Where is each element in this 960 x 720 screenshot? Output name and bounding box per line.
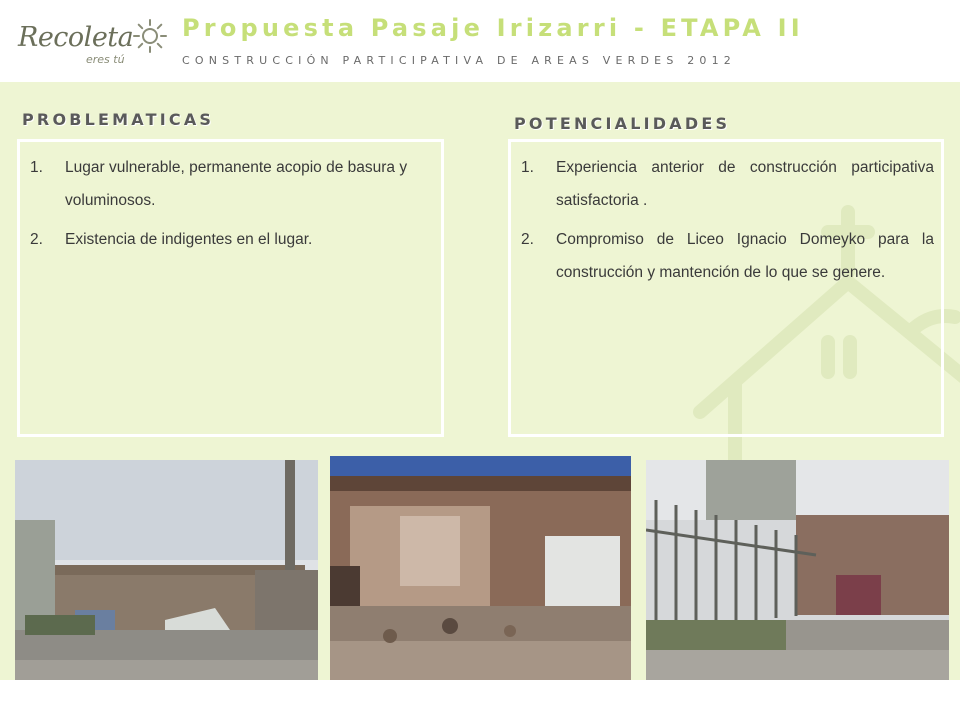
list-item-number: 2. (521, 231, 534, 248)
list-item (521, 151, 934, 217)
photo-brick-wall-with-debris (330, 456, 631, 689)
header (0, 0, 960, 80)
problematicas-list (30, 151, 425, 262)
potencialidades-list (521, 151, 934, 295)
problematicas-box (17, 139, 444, 437)
list-item (30, 151, 425, 217)
logo-wordmark: Recoleta (18, 22, 134, 53)
content-panel (0, 82, 960, 680)
footer-strip (0, 680, 960, 720)
list-item (30, 223, 425, 256)
recoleta-logo (18, 16, 168, 72)
list-item-number: 1. (30, 159, 43, 176)
problematicas-heading: PROBLEMATICAS (22, 110, 215, 129)
photo-brick-wall-with-debris-icon (330, 456, 631, 689)
potencialidades-heading: POTENCIALIDADES (514, 114, 731, 133)
photo-alley-with-tent-icon (15, 460, 318, 688)
list-item-number: 2. (30, 231, 43, 248)
photo-fenced-alley (646, 460, 949, 688)
list-item-number: 1. (521, 159, 534, 176)
list-item-text: Compromiso de Liceo Ignacio Domeyko para la construcción y mantención de lo que se genere. (556, 231, 934, 281)
page-title: Propuesta Pasaje Irizarri - ETAPA II (182, 14, 804, 42)
sun-icon (130, 16, 170, 56)
page-subtitle: CONSTRUCCIÓN PARTICIPATIVA DE AREAS VERDES 2012 (182, 54, 736, 67)
list-item-text: Experiencia anterior de construcción participativa satisfactoria . (556, 159, 934, 209)
list-item-text: Lugar vulnerable, permanente acopio de basura y voluminosos. (65, 159, 408, 209)
list-item-text: Existencia de indigentes en el lugar. (65, 231, 313, 248)
photo-alley-with-tent (15, 460, 318, 688)
logo-tagline: eres tú (86, 53, 125, 66)
photo-fenced-alley-icon (646, 460, 949, 688)
potencialidades-box (508, 139, 944, 437)
list-item (521, 223, 934, 289)
